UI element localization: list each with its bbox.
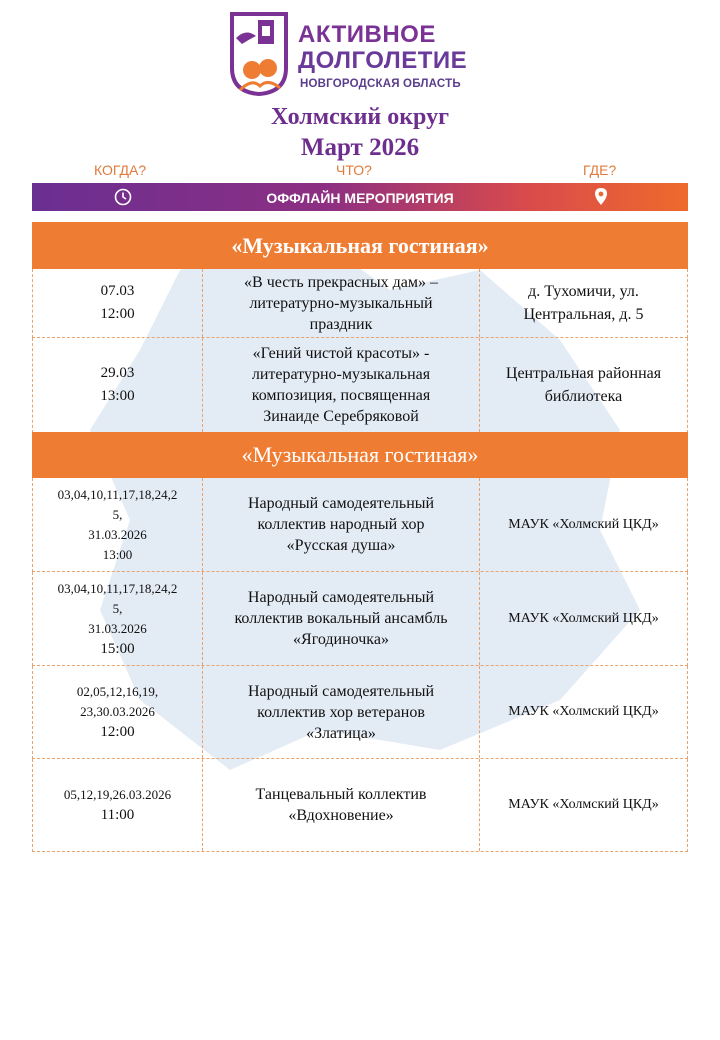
logo-title-line1: АКТИВНОЕ	[298, 21, 436, 48]
event-time: 13:00	[102, 546, 133, 562]
event-what-line: литературно-музыкальная	[251, 366, 431, 383]
table-row	[32, 269, 688, 338]
column-header-when: КОГДА?	[94, 162, 147, 178]
event-what-line: праздник	[309, 315, 373, 333]
event-what-line: «Ягодиночка»	[293, 631, 389, 648]
event-what	[203, 269, 480, 337]
event-time: 15:00	[100, 640, 135, 657]
event-where	[480, 666, 687, 758]
event-where-line: МАУК «Холмский ЦКД»	[508, 516, 659, 532]
logo	[228, 8, 498, 98]
event-where-line: МАУК «Холмский ЦКД»	[508, 610, 659, 626]
event-date: 07.03	[100, 283, 135, 299]
event-what-line: Танцевальный коллектив	[255, 786, 427, 803]
event-what	[203, 759, 480, 851]
logo-emblem-icon	[228, 10, 290, 96]
event-date-line: 31.03.2026	[88, 526, 147, 542]
column-header-what: ЧТО?	[336, 162, 372, 178]
month-title: Март 2026	[300, 134, 420, 161]
event-what	[203, 478, 480, 571]
table-row	[32, 338, 688, 433]
event-what-line: коллектив народный хор	[257, 516, 425, 533]
section-title: «Музыкальная гостиная»	[32, 222, 688, 269]
event-what-line: композиция, посвященная	[251, 387, 431, 404]
district-title: Холмский округ	[271, 104, 449, 130]
logo-title-line2: ДОЛГОЛЕТИЕ	[298, 47, 468, 74]
event-when	[33, 478, 203, 571]
event-where-line: МАУК «Холмский ЦКД»	[508, 704, 659, 719]
event-what-line: Зинаиде Серебряковой	[263, 408, 419, 425]
event-date-line: 5,	[112, 600, 123, 616]
event-what-line: Народный самодеятельный	[247, 682, 435, 700]
event-when	[33, 338, 203, 432]
offline-events-band	[32, 183, 688, 211]
event-where	[480, 478, 687, 571]
event-where	[480, 269, 687, 337]
event-date-line: 5,	[112, 506, 123, 522]
event-time: 12:00	[100, 724, 135, 740]
logo-region: НОВГОРОДСКАЯ ОБЛАСТЬ	[300, 78, 461, 90]
column-header-where: ГДЕ?	[583, 162, 617, 178]
event-where-line: библиотека	[544, 388, 623, 405]
table-row	[32, 759, 688, 852]
event-where	[480, 572, 687, 665]
event-what-line: «В честь прекрасных дам» –	[244, 273, 438, 291]
location-pin-icon	[594, 187, 608, 206]
event-date-line: 05,12,19,26.03.2026	[63, 787, 172, 802]
event-what	[203, 666, 480, 758]
table-row	[32, 666, 688, 759]
table-row	[32, 572, 688, 666]
event-time: 11:00	[100, 807, 135, 823]
event-what	[203, 572, 480, 665]
event-time: 13:00	[100, 388, 135, 404]
section-title: «Музыкальная гостиная»	[32, 432, 688, 478]
event-where-line: д. Тухомичи, ул.	[528, 283, 639, 300]
event-where-line: МАУК «Холмский ЦКД»	[508, 797, 659, 812]
event-what-line: «Русская душа»	[286, 537, 396, 554]
event-date-line: 02,05,12,16,19,	[76, 684, 159, 699]
event-when	[33, 572, 203, 665]
event-date-line: 23,30.03.2026	[80, 704, 155, 719]
event-where-line: Центральная районная	[505, 365, 662, 382]
table-row	[32, 478, 688, 572]
events-table	[32, 478, 688, 852]
event-where	[480, 338, 687, 432]
event-what-line: Народный самодеятельный	[247, 589, 435, 606]
event-where	[480, 759, 687, 851]
event-time: 12:00	[100, 306, 135, 322]
event-what-line: коллектив хор ветеранов	[257, 703, 425, 721]
event-what-line: «Гений чистой красоты» -	[252, 345, 430, 362]
event-what-line: Народный самодеятельный	[247, 495, 435, 512]
event-date-line: 31.03.2026	[88, 620, 147, 636]
event-where-line: Центральная, д. 5	[523, 306, 644, 323]
event-when	[33, 759, 203, 851]
event-what-line: литературно-музыкальный	[249, 294, 433, 312]
event-what-line: коллектив вокальный ансамбль	[234, 610, 448, 627]
event-when	[33, 269, 203, 337]
event-what-line: «Златица»	[306, 724, 376, 742]
event-date: 29.03	[100, 365, 135, 381]
band-label: ОФФЛАЙН МЕРОПРИЯТИЯ	[266, 190, 454, 206]
event-what	[203, 338, 480, 432]
event-when	[33, 666, 203, 758]
events-table	[32, 269, 688, 433]
event-date-line: 03,04,10,11,17,18,24,2	[57, 580, 178, 596]
event-date-line: 03,04,10,11,17,18,24,2	[57, 486, 178, 502]
event-what-line: «Вдохновение»	[288, 807, 394, 824]
